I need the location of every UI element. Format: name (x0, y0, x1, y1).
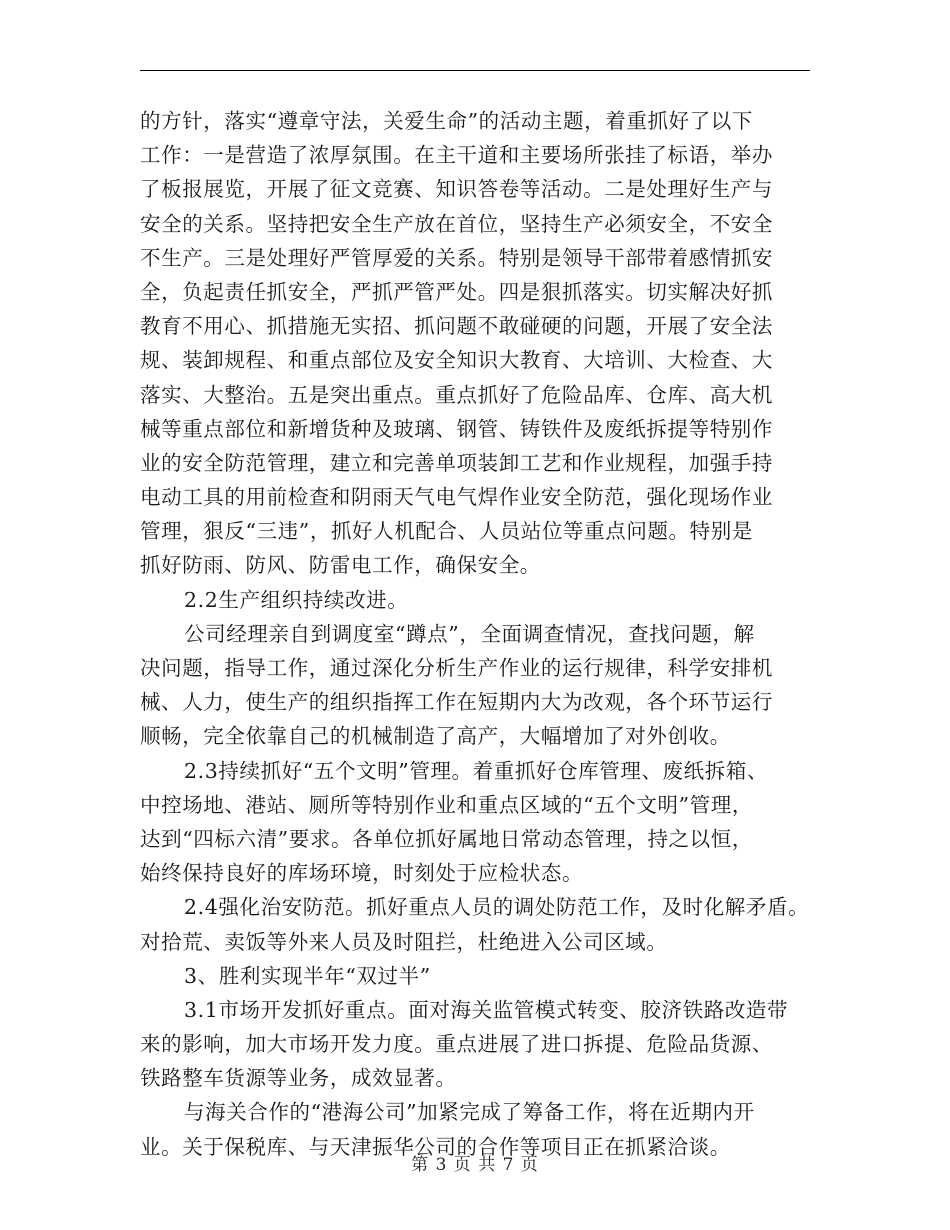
text-line: 落实、大整治。五是突出重点。重点抓好了危险品库、仓库、高大机 (140, 382, 773, 407)
text-line: 公司经理亲自到调度室“蹲点”，全面调查情况，查找问题，解 (184, 621, 755, 646)
text-line: 业的安全防范管理，建立和完善单项装卸工艺和作业规程，加强手持 (140, 450, 773, 475)
text-line: 中控场地、港站、厕所等特别作业和重点区域的“五个文明”管理， (140, 792, 753, 817)
text-line: 电动工具的用前检查和阴雨天气电气焊作业安全防范，强化现场作业 (140, 485, 773, 510)
text-line: 教育不用心、抓措施无实招、抓问题不敢碰硬的问题，开展了安全法 (140, 314, 773, 339)
text-line: 决问题，指导工作，通过深化分析生产作业的运行规律，科学安排机 (140, 656, 773, 680)
text-line: 对拾荒、卖饭等外来人员及时阻拦，杜绝进入公司区域。 (140, 929, 668, 954)
text-line: 顺畅，完全依靠自己的机械制造了高产，大幅增加了对外创收。 (140, 724, 731, 749)
text-line: 工作：一是营造了浓厚氛围。在主干道和主要场所张挂了标语，举办 (140, 143, 773, 168)
text-line: 3、胜利实现半年“双过半” (184, 963, 431, 988)
text-line: 的方针，落实“遵章守法，关爱生命”的活动主题，着重抓好了以下 (140, 109, 753, 133)
text-line: 铁路整车货源等业务，成效显著。 (140, 1066, 457, 1091)
text-line: 不生产。三是处理好严管厚爱的关系。特别是领导干部带着感情抓安 (140, 245, 773, 270)
text-line: 管理，狠反“三违”，抓好人机配合、人员站位等重点问题。特别是 (140, 519, 753, 544)
text-line: 全，负起责任抓安全，严抓严管严处。四是狠抓落实。切实解决好抓 (140, 279, 773, 304)
text-line: 2.3持续抓好“五个文明”管理。着重抓好仓库管理、废纸拆箱、 (184, 758, 769, 783)
text-line: 2.4强化治安防范。抓好重点人员的调处防范工作，及时化解矛盾。 (184, 895, 810, 920)
page-number-footer: 第 3 页 共 7 页 (411, 1155, 539, 1175)
text-line: 械、人力，使生产的组织指挥工作在短期内大为改观，各个环节运行 (140, 690, 773, 715)
header-rule (140, 70, 810, 71)
text-line: 与海关合作的“港海公司”加紧完成了筹备工作，将在近期内开 (184, 1100, 755, 1125)
text-line: 规、装卸规程、和重点部位及安全知识大教育、大培训、大检查、大 (140, 348, 773, 373)
text-line: 来的影响，加大市场开发力度。重点进展了进口拆提、危险品货源、 (140, 1032, 773, 1057)
text-line: 了板报展览，开展了征文竞赛、知识答卷等活动。二是处理好生产与 (140, 177, 773, 202)
text-line: 始终保持良好的库场环境，时刻处于应检状态。 (140, 861, 584, 886)
text-line: 2.2生产组织持续改进。 (184, 587, 409, 612)
text-line: 械等重点部位和新增货种及玻璃、钢管、铸铁件及废纸拆提等特别作 (140, 416, 773, 441)
document-body (140, 104, 820, 1164)
text-line: 抓好防雨、防风、防雷电工作，确保安全。 (140, 553, 541, 578)
text-line: 安全的关系。坚持把安全生产放在首位，坚持生产必须安全，不安全 (140, 211, 773, 236)
text-line: 达到“四标六清”要求。各单位抓好属地日常动态管理，持之以恒， (140, 826, 753, 851)
text-line: 3.1市场开发抓好重点。面对海关监管模式转变、胶济铁路改造带 (184, 997, 789, 1022)
text-line: 业。关于保税库、与天津振华公司的合作等项目正在抓紧洽谈。 (140, 1134, 731, 1159)
